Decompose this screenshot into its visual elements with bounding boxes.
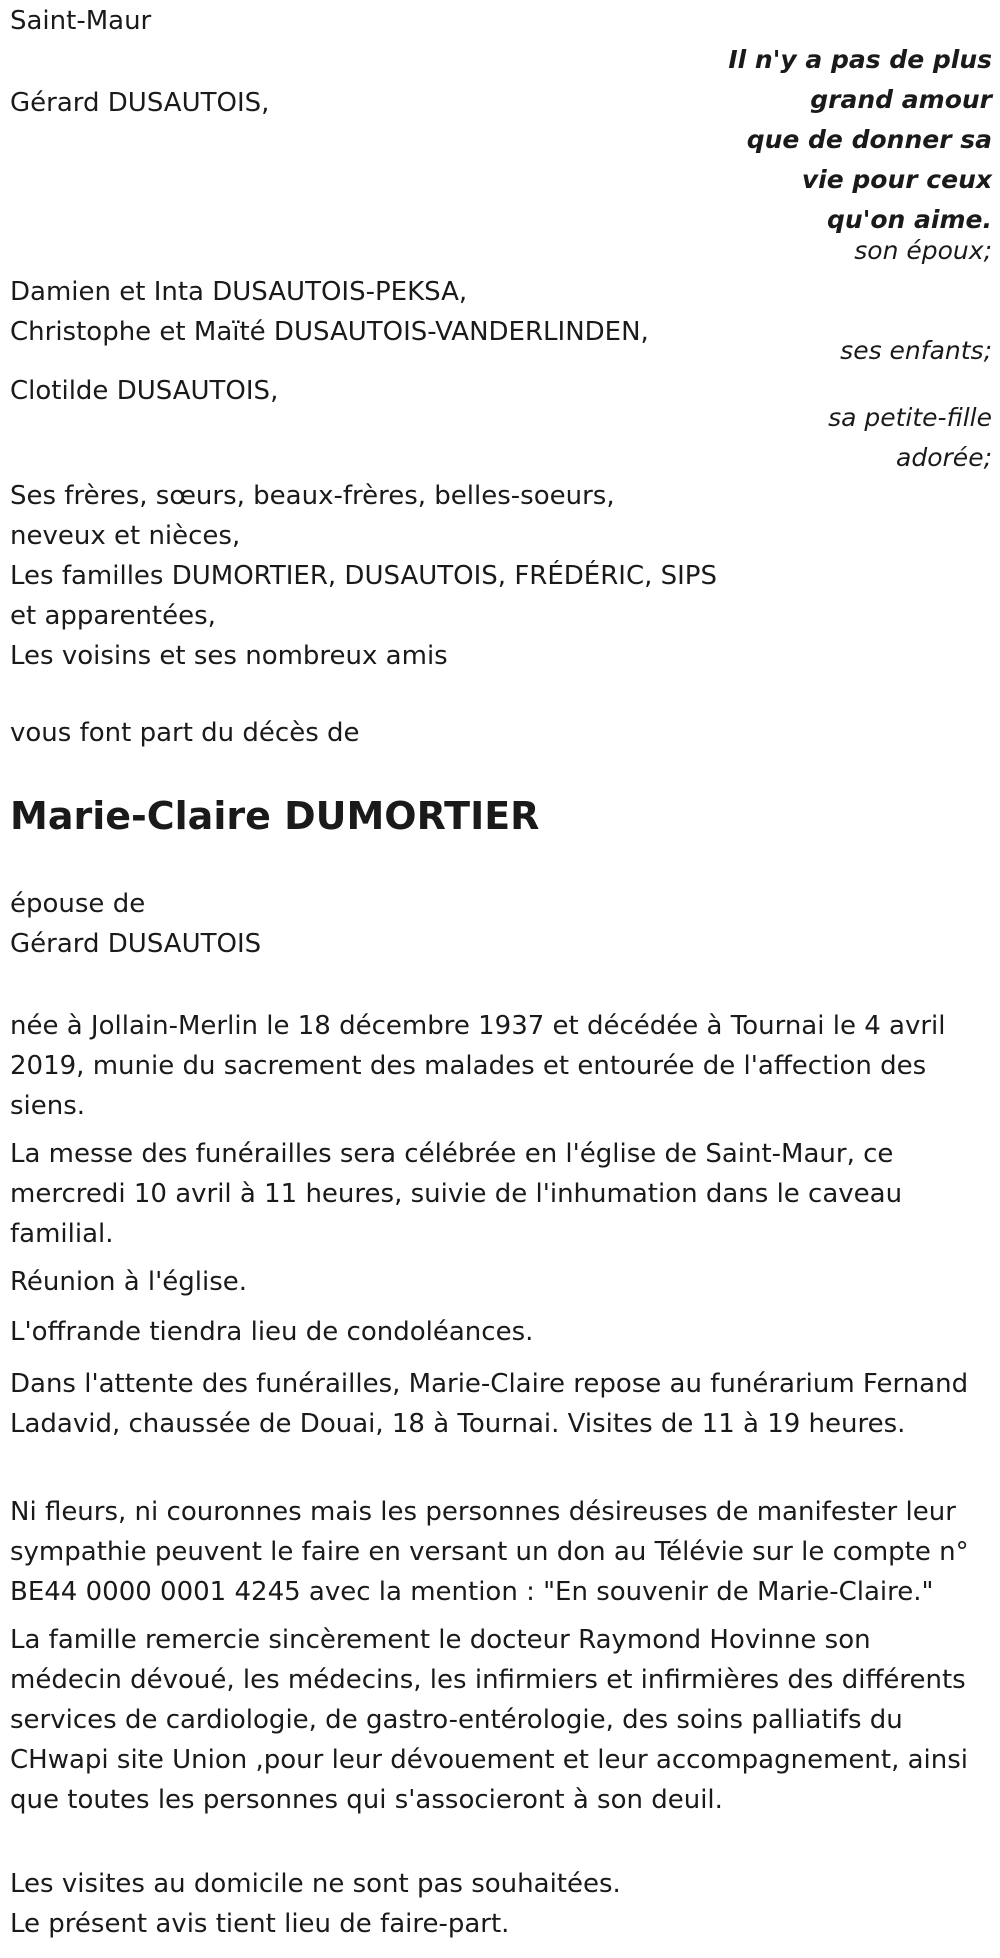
closing-line: Le présent avis tient lieu de faire-part. — [10, 1909, 510, 1939]
quote-line: vie pour ceux — [801, 165, 992, 194]
quote-block — [728, 40, 992, 240]
relation-line: Gérard DUSAUTOIS — [10, 929, 262, 959]
granddaughter-role — [828, 398, 992, 478]
granddaughter-role-line: sa petite-fille — [828, 403, 992, 432]
family-line: Les voisins et ses nombreux amis — [10, 641, 448, 671]
family-line: Les familles DUMORTIER, DUSAUTOIS, FRÉDÉRIC, SIPS — [10, 561, 717, 591]
family-line: et apparentées, — [10, 601, 216, 631]
spouse-role: son époux; — [854, 236, 992, 265]
children-names — [10, 272, 649, 352]
granddaughter-name: Clotilde DUSAUTOIS, — [10, 376, 279, 406]
family-line: neveux et nièces, — [10, 521, 241, 551]
family-line: Ses frères, sœurs, beaux-frères, belles-soeurs, — [10, 481, 615, 511]
church-meeting-paragraph: Réunion à l'église. — [10, 1267, 248, 1297]
quote-line: Il n'y a pas de plus — [728, 45, 992, 74]
quote-line: qu'on aime. — [827, 205, 992, 234]
deceased-relation — [10, 884, 261, 964]
granddaughter-role-line: adorée; — [896, 443, 992, 472]
donation-paragraph: Ni fleurs, ni couronnes mais les personnes désireuses de manifester leur sympathie peuvent le faire en versant un don au Télévie sur le compte n° BE44 0000 0001 4245 avec la mention : "En souvenir de Marie-Claire." — [10, 1497, 969, 1607]
funerarium-paragraph: Dans l'attente des funérailles, Marie-Claire repose au funérarium Fernand Ladavid, chaussée de Douai, 18 à Tournai. Visites de 11 à 19 heures. — [10, 1369, 969, 1439]
children-role: ses enfants; — [840, 336, 992, 365]
deceased-name: Marie-Claire DUMORTIER — [10, 794, 540, 838]
family-block — [10, 476, 717, 676]
funeral-mass-paragraph: La messe des funérailles sera célébrée en l'église de Saint-Maur, ce mercredi 10 avril à 11 heures, suivie de l'inhumation dans le caveau familial. — [10, 1139, 903, 1249]
child-line: Christophe et Maïté DUSAUTOIS-VANDERLINDEN, — [10, 317, 649, 347]
birth-death-paragraph: née à Jollain-Merlin le 18 décembre 1937 et décédée à Tournai le 4 avril 2019, munie du sacrement des malades et entourée de l'affection des siens. — [10, 1011, 946, 1121]
relation-line: épouse de — [10, 889, 146, 919]
closing-line: Les visites au domicile ne sont pas souhaitées. — [10, 1869, 621, 1899]
offering-paragraph: L'offrande tiendra lieu de condoléances. — [10, 1317, 534, 1347]
announcement-text: vous font part du décès de — [10, 718, 360, 748]
quote-line: que de donner sa — [746, 125, 992, 154]
thanks-paragraph: La famille remercie sincèrement le docteur Raymond Hovinne son médecin dévoué, les médecins, les infirmiers et infirmières des différents services de cardiologie, de gastro-entérologie, des soins palliatifs du CHwapi site Union ,pour leur dévouement et leur accompagnement, ainsi que toutes les personnes qui s'associeront à son deuil. — [10, 1625, 969, 1815]
spouse-name: Gérard DUSAUTOIS, — [10, 88, 270, 118]
closing-block — [10, 1864, 621, 1944]
child-line: Damien et Inta DUSAUTOIS-PEKSA, — [10, 277, 468, 307]
quote-line: grand amour — [810, 85, 992, 114]
place-name: Saint-Maur — [10, 6, 152, 36]
